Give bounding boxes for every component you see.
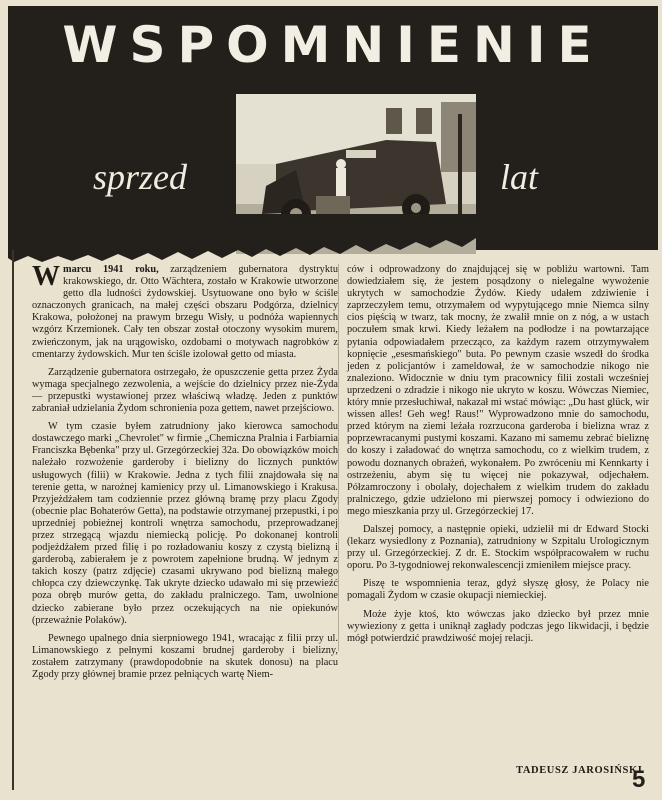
column-left	[32, 261, 338, 687]
paragraph-2: Zarządzenie gubernatora ostrzegało, że opuszczenie getta przez Żyda wymaga specjalnego zezwolenia, a wejście do dzielnicy przez nie-Żyda — przepustki wystawionej przez właściwą władzę. Jeden z punktów zabraniał udzielania Żydom schronienia poza gettem, nawet przejściowo.	[32, 366, 338, 415]
paragraph-4: Pewnego upalnego dnia sierpniowego 1941, wracając z filii przy ul. Limanowskiego z pełnymi koszami brudnej garderoby i bielizny, zostałem zatrzymany (prawdopodobnie na skutek donosu) na placu Zgody przy głównej bramie przez pełniących wartę Niem-	[32, 632, 338, 680]
article-body	[20, 261, 650, 784]
column-right	[338, 264, 649, 651]
paragraph-5: ców i odprowadzony do znajdującej się w pobliżu wartowni. Tam dowiedziałem się, że jestem posądzony o nielegalne wywożenie ukrytych w samochodzie Żydów. Kiedy udałem zdziwienie i zaprzeczyłem temu, otrzymałem od wypytującego mnie Niemca silny cios pięścią w twarz, tak mocny, że zwalił mnie on z nóg, a w ustach poczułem smak krwi. Kiedy leżałem na podłodze i na powtarzające pytania odpowiadałem przecząco, za każdym razem otrzymywałem kopnięcie „esesmańskiego" buta. Po pewnym czasie wszedł do środka jeden z policjantów i zameldował, że w samochodzie nikogo nie znaleziono. Widocznie w dniu tym pracownicy filii zostali wcześniej uprzedzeni o zdradzie i nikogo nie ukryto w koszu. Wówczas Niemiec, który mnie przesłuchiwał, nakazał mi wstać mówiąc: „Du hast glück, wir wissen alles! Geh weg! Raus!" Wyprowadzono mnie do samochodu, przed którym na ziemi leżała rozrzucona garderoba i bielizna wraz z poprzewracanymi pustymi koszami. Kazano mi samemu zebrać bieliznę do koszy i załadować do wnętrza samochodu, co z wielkim trudem, z powodu doznanych obrażeń, wykonałem. Po zwróceniu mi Kennkarty i ostrzeżeniu, abym się tu więcej nie pokazywał, odjechałem. Półzamroczony i obolały, dojechałem z wielkim trudem do zakładu pralniczego, gdzie udzielono mi pierwszej pomocy i odwieziono do mego mieszkania przy ul. Grzegórzeckiej 17.	[347, 264, 649, 517]
paragraph-1-text: zarządzeniem gubernatora dystryktu krakowskiego, dr. Otto Wächtera, zostało w Krakowie utworzone getto dla ludności żydowskiej. Usytuowane ono było w ściśle oznaczonych granicach, na małej części obszaru Podgórza, dzielnicy Krakowa, położonej na prawym brzegu Wisły, u podnóża wapiennych wzgórz Krzemionek. Cały ten obszar został otoczony wysokim murem, zwieńczonym, jak na urągowisko, ozdobami o motywach nagrobków z cmentarzy żydowskich. Mur ten ściśle izolował getto od miasta.	[32, 264, 338, 360]
paragraph-6: Dalszej pomocy, a następnie opieki, udzielił mi dr Edward Stocki (lekarz wysiedlony z Poznania), zatrudniony w Szpitalu Urologicznym przy ul. Grzegórzeckiej. Z dr. E. Stockim współpracowałem w ruchu oporu. Po 3-tygodniowej rekonwalescencji zmieniłem miejsce pracy.	[347, 523, 649, 572]
author-signature: TADEUSZ JAROSIŃSKI	[516, 765, 643, 776]
drop-cap: W	[32, 261, 60, 292]
lead-date: marcu 1941 roku,	[63, 264, 159, 275]
paragraph-1	[32, 261, 338, 361]
caption-left: sprzed	[93, 157, 188, 197]
caption-right: lat	[500, 157, 539, 197]
page-number: 5	[632, 766, 646, 793]
torn-edge-divider	[0, 214, 662, 264]
paragraph-8: Może żyje ktoś, kto wówczas jako dziecko był przez mnie wywieziony z getta i uniknął zagłady podczas jego likwidacji, i będzie mógł potwierdzić prawdziwość mojej relacji.	[347, 608, 649, 644]
paragraph-3: W tym czasie byłem zatrudniony jako kierowca samochodu dostawczego marki „Chevrolet" w firmie „Chemiczna Pralnia i Farbiarnia Franciszka Bębenka" przy ul. Grzegórzeckiej 32a. Do obowiązków moich należało rozwożenie garderoby i bielizny do licznych punktów usługowych (filii) w Krakowie. Jedna z tych filii znajdowała się na terenie getta, w narożnej kamienicy przy ul. Limanowskiego i Krakusa. Przyjeżdżałem tam codziennie przez główną bramę przy placu Zgody (obecnie plac Bohaterów Getta), na podstawie otrzymanej przepustki, i po uprzedniej pobieżnej kontroli wnętrza samochodu, przeprowadzanej przez strzegącą wjazdu niemiecką policję. Po dokonanej kontroli podjeżdżałem przed filię i po rozładowaniu koszy z czystą bielizną i garderobą, zabierałem je z powrotem zapełnione brudną. W jednym z takich koszy (patrz zdjęcie) czasami ukrywano pod bielizną małego chłopca czy dziewczynkę. Tak ukryte dziecko udawało mi się przewieźć poza obręb murów getta, do zakładu pralniczego. Tam, uwolnione dziecko zabierane było przez oczekujących na nie opiekunów (przeważnie Polaków).	[32, 421, 338, 626]
paragraph-7: Piszę te wspomnienia teraz, gdyż słyszę głosy, że Polacy nie pomagali Żydom w czasie okupacji niemieckiej.	[347, 578, 649, 602]
left-margin-rule	[12, 250, 14, 790]
page-title: WSPOMNIENIE	[62, 16, 604, 74]
